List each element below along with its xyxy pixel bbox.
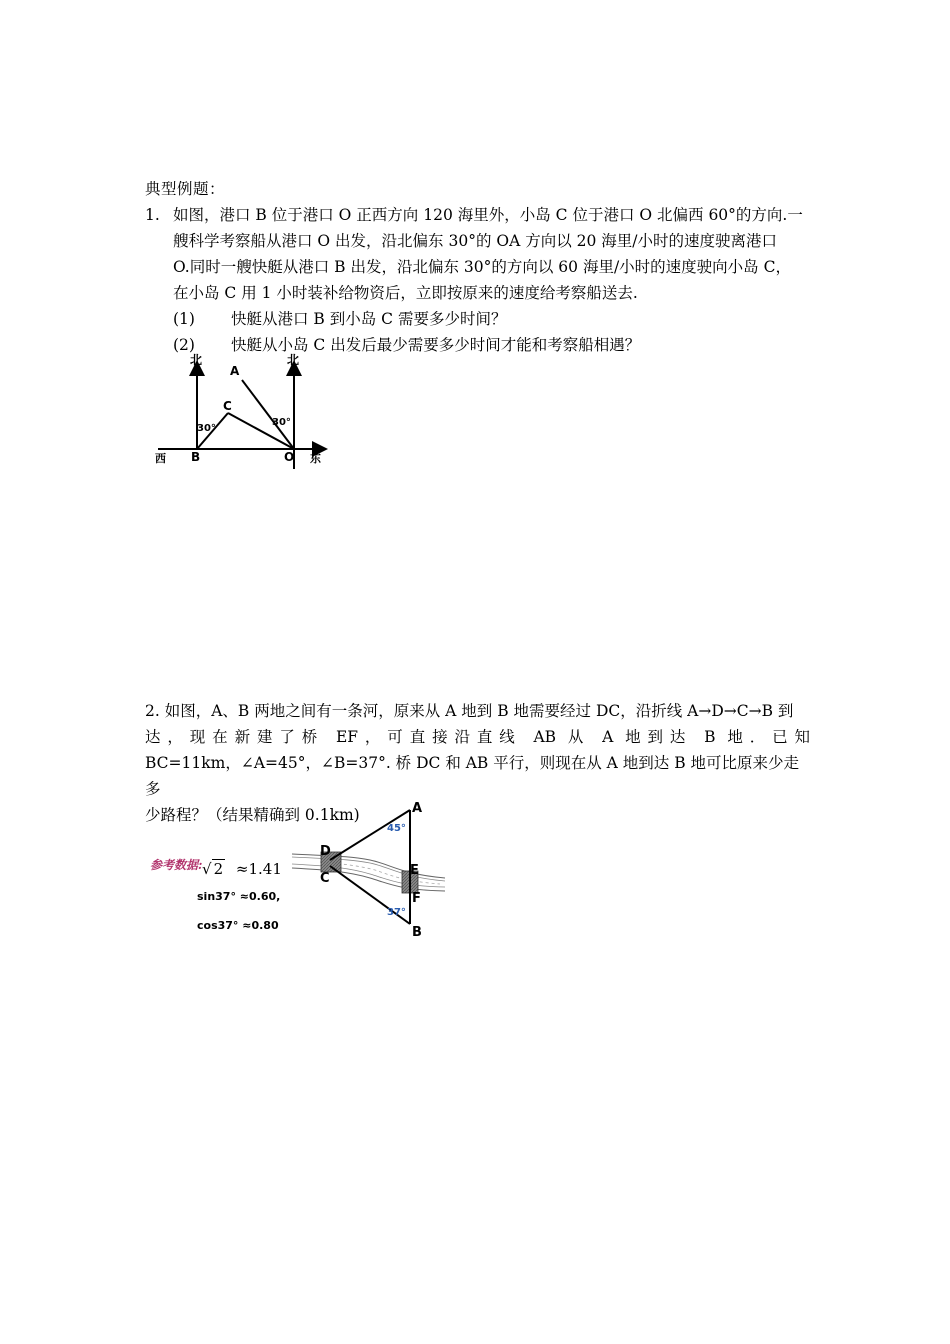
figure-2-diagram <box>290 798 450 938</box>
angle-b-label: 37° <box>387 907 406 918</box>
point-c-label: C <box>320 871 330 886</box>
angle-label-left: 30° <box>197 423 216 434</box>
sub-question-2-label: (2) <box>173 336 195 354</box>
point-c-label: C <box>223 399 232 413</box>
north-label-right: 北 <box>287 353 300 367</box>
point-b-label: B <box>412 925 422 940</box>
section-heading: 典型例题： <box>145 180 226 198</box>
west-label: 西 <box>155 452 166 465</box>
segment-oa <box>242 380 294 449</box>
sqrt-expression: √ 2 ≈1.41 <box>202 860 282 878</box>
reference-data <box>150 854 290 944</box>
question-1-line: 在小岛 C 用 1 小时装补给物资后，立即按原来的速度给考察船送去. <box>173 284 638 302</box>
sub-question-1-label: (1) <box>173 310 195 328</box>
question-1-number: 1. <box>145 206 160 224</box>
question-1-body <box>173 202 810 306</box>
question-2-line: BC=11km，∠A=45°，∠B=37°. 桥 DC 和 AB 平行，则现在从 A 地到达 B 地可比原来少走多 <box>145 754 800 798</box>
sqrt-approx: ≈1.41 <box>235 860 282 878</box>
sub-question-2-text: 快艇从小岛 C 出发后最少需要多少时间才能和考察船相遇？ <box>231 336 641 354</box>
question-2-line: 达，现在新建了桥 EF，可直接沿直线 AB 从 A 地到达 B 地．已知 <box>145 728 810 746</box>
segment-ad <box>330 810 410 860</box>
figure-1-diagram <box>148 355 338 475</box>
point-o-label: O <box>284 450 295 464</box>
north-label-left: 北 <box>190 353 203 367</box>
question-1-line: 如图，港口 B 位于港口 O 正西方向 120 海里外，小岛 C 位于港口 O 北偏西 60°的方向.一 <box>173 206 803 224</box>
question-2-line: 少路程？（结果精确到 0.1km) <box>145 806 360 824</box>
east-label: 东 <box>310 452 321 465</box>
question-2 <box>145 698 810 828</box>
point-a-label: A <box>412 801 423 816</box>
point-e-label: E <box>410 863 419 878</box>
sqrt-radicand: 2 <box>213 860 224 878</box>
reference-data-label: 参考数据: <box>150 858 203 872</box>
sub-question-1-text: 快艇从港口 B 到小岛 C 需要多少时间？ <box>231 310 507 328</box>
question-2-line: 2. 如图，A、B 两地之间有一条河，原来从 A 地到 B 地需要经过 DC，沿折线 A→D→C→B 到 <box>145 702 794 720</box>
cos-value: cos37° ≈0.80 <box>197 919 279 932</box>
angle-label-right: 30° <box>272 417 291 428</box>
question-1-line: O.同时一艘快艇从港口 B 出发，沿北偏东 30°的方向以 60 海里/小时的速度驶向小岛 C， <box>173 258 791 276</box>
river-bank-top <box>292 854 445 878</box>
point-f-label: F <box>412 891 421 906</box>
question-1-line: 艘科学考察船从港口 O 出发，沿北偏东 30°的 OA 方向以 20 海里/小时的速度驶离港口 <box>173 232 778 250</box>
point-d-label: D <box>320 844 331 859</box>
sin-value: sin37° ≈0.60, <box>197 890 281 903</box>
angle-a-label: 45° <box>387 823 406 834</box>
sub-question-1 <box>173 306 506 332</box>
point-b-label: B <box>191 450 201 464</box>
point-a-label: A <box>230 364 240 378</box>
question-1 <box>145 202 810 306</box>
river-bank-bottom <box>292 868 445 891</box>
